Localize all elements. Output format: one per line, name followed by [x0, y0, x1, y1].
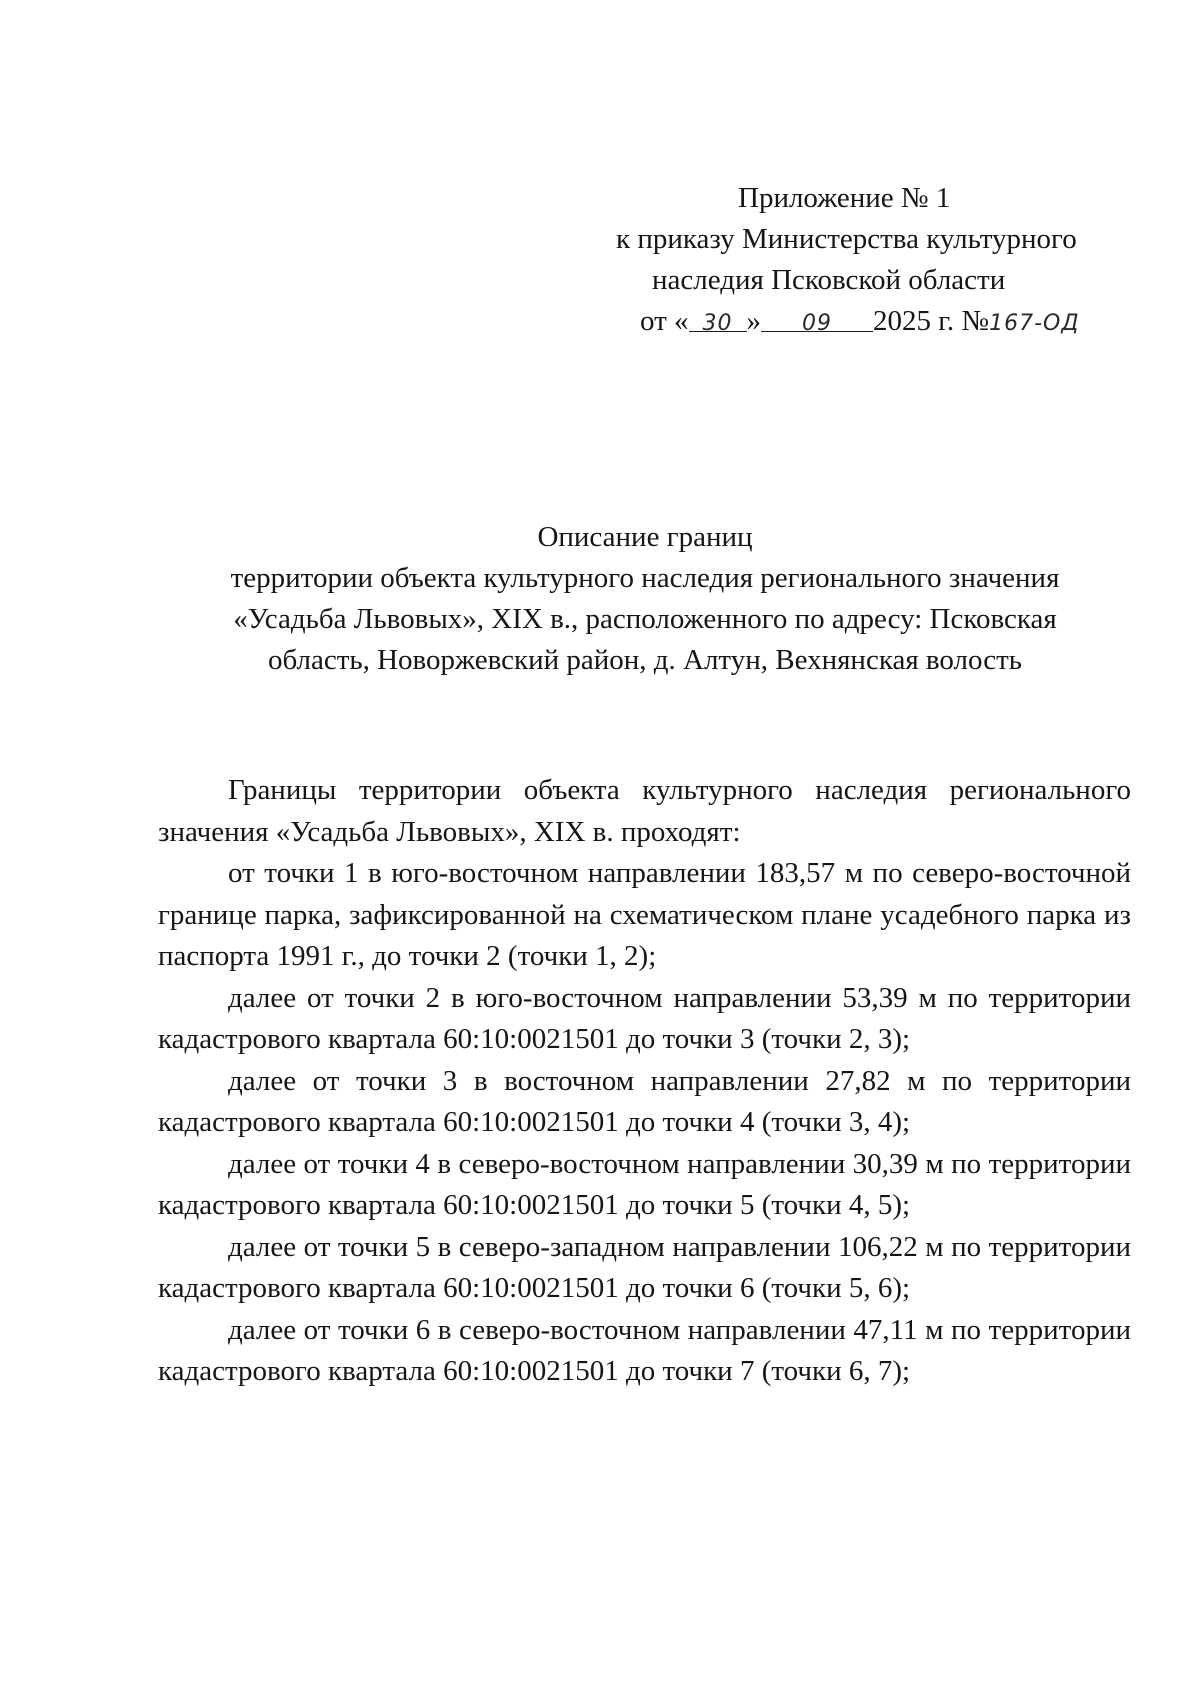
title-line-2: территории объекта культурного наследия регионального значения — [230, 562, 1060, 594]
date-year-text: 2025 г. № — [873, 305, 990, 337]
document-title — [150, 517, 1140, 681]
title-line-1: Описание границ — [537, 521, 753, 553]
document-body — [158, 770, 1131, 1393]
paragraph-segment-5-6: далее от точки 5 в северо-западном направлении 106,22 м по территории кадастрового квартала 60:10:0021501 до точки 6 (точки 5, 6); — [158, 1230, 1131, 1304]
paragraph-segment-1-2: от точки 1 в юго-восточном направлении 183,57 м по северо-восточной границе парка, зафиксированной на схематическом плане усадебного парка из паспорта 1991 г., до точки 2 (точки 1, 2); — [158, 857, 1131, 972]
date-month-field — [761, 301, 873, 336]
title-line-4: область, Новоржевский район, д. Алтун, Вехнянская волость — [267, 644, 1023, 676]
title-line-3: «Усадьба Львовых», XIX в., расположенного по адресу: Псковская — [233, 603, 1057, 635]
paragraph-segment-2-3: далее от точки 2 в юго-восточном направлении 53,39 м по территории кадастрового квартала 60:10:0021501 до точки 3 (точки 2, 3); — [158, 981, 1131, 1055]
annex-date-line — [600, 301, 1100, 342]
paragraph-segment-6-7: далее от точки 6 в северо-восточном направлении 47,11 м по территории кадастрового квартала 60:10:0021501 до точки 7 (точки 6, 7); — [158, 1313, 1131, 1387]
order-number-field — [989, 301, 1080, 336]
order-number-handwritten: 167-ОД — [989, 311, 1080, 336]
date-day-handwritten: 30 — [702, 311, 733, 336]
annex-header — [600, 178, 1100, 342]
annex-order-line: к приказу Министерства культурного — [616, 223, 1077, 255]
paragraph-intro: Границы территории объекта культурного наследия регионального значения «Усадьба Львовых», XIX в. проходят: — [158, 774, 1131, 848]
date-mid: » — [746, 305, 762, 337]
paragraph-segment-3-4: далее от точки 3 в восточном направлении 27,82 м по территории кадастрового квартала 60:10:0021501 до точки 4 (точки 3, 4); — [158, 1064, 1131, 1138]
annex-ministry-line: наследия Псковской области — [652, 264, 1006, 296]
date-day-field — [689, 301, 747, 336]
date-month-handwritten: 09 — [802, 311, 833, 336]
date-prefix: от « — [640, 305, 689, 337]
paragraph-segment-4-5: далее от точки 4 в северо-восточном направлении 30,39 м по территории кадастрового квартала 60:10:0021501 до точки 5 (точки 4, 5); — [158, 1147, 1131, 1221]
annex-title: Приложение № 1 — [738, 182, 951, 214]
